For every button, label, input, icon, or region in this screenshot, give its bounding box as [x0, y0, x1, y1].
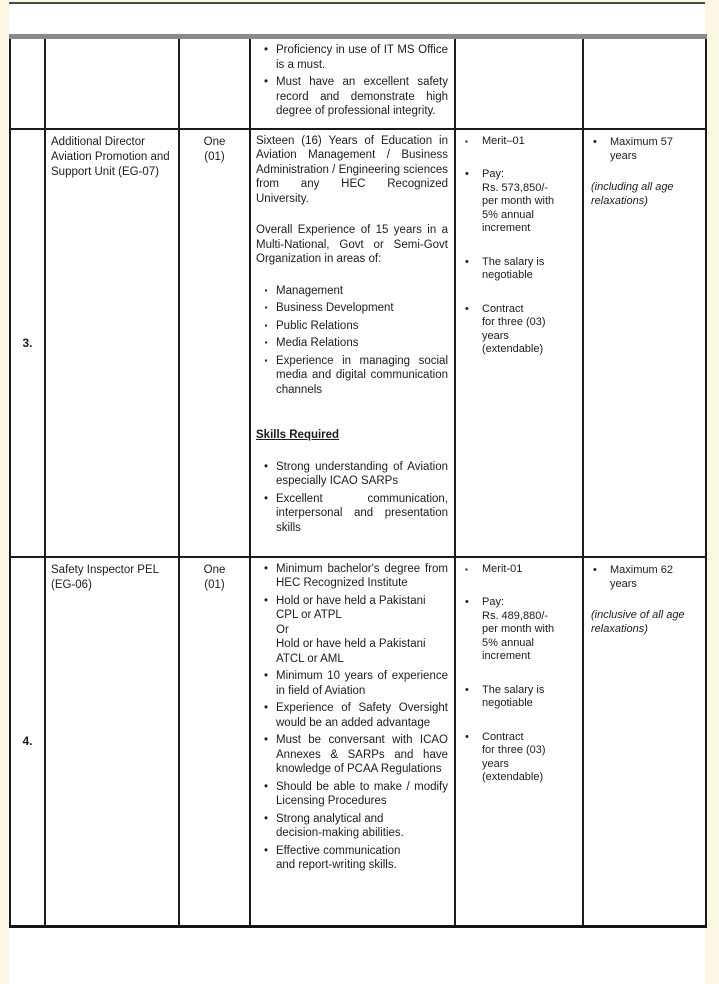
bullet-text-line: Hold or have held a Pakistani ATCL or AML	[276, 638, 426, 665]
bullet-item	[256, 733, 448, 777]
quota-pay-content	[456, 39, 582, 48]
posts-count	[180, 558, 249, 597]
round-bullet-icon: •	[465, 596, 469, 608]
bullet-item	[256, 701, 448, 730]
bullet-item	[256, 75, 448, 119]
bullet-text	[276, 594, 448, 667]
serial-cell	[10, 37, 45, 129]
blank-line-gap	[463, 239, 578, 256]
bullet-item	[463, 563, 578, 577]
serial-number: 3.	[22, 335, 33, 350]
bullet-text: Must be conversant with ICAO Annexes & SARPs and have knowledge of PCAA Regulations	[276, 734, 448, 775]
round-bullet-icon: •	[263, 76, 269, 88]
bullet-text	[482, 168, 578, 236]
serial-cell	[10, 129, 45, 557]
blank-line-gap	[463, 579, 578, 596]
job-row	[10, 37, 706, 129]
round-bullet-icon: •	[263, 460, 269, 473]
bullet-text-line: Contract	[482, 302, 524, 315]
bullet-item	[463, 168, 578, 236]
bullet-item	[256, 812, 448, 841]
blank-line-gap	[591, 594, 700, 608]
bullet-text: The salary is negotiable	[482, 255, 545, 281]
job-row	[10, 129, 706, 557]
posts-count-line: (01)	[204, 578, 225, 591]
posts-count-cell	[179, 129, 250, 557]
blank-line-gap	[256, 414, 448, 428]
round-bullet-icon: •	[593, 563, 597, 576]
bullet-item	[256, 562, 448, 591]
age-limit-content	[584, 130, 705, 215]
bullet-text: Should be able to make / modify Licensing Procedures	[276, 780, 448, 807]
round-bullet-icon: •	[263, 812, 269, 825]
bullet-item	[256, 319, 448, 334]
round-bullet-icon: •	[263, 562, 269, 575]
bullet-item	[463, 684, 578, 711]
quota-pay-cell	[455, 129, 583, 557]
age-limit-cell	[583, 557, 706, 927]
bullet-text-line: per month with	[482, 195, 555, 207]
bullet-text-line: years	[482, 329, 509, 342]
bullet-text: Excellent communication, interpersonal and presentation skills	[276, 492, 448, 534]
bullet-text: Experience in managing social media and digital communication channels	[276, 354, 448, 396]
job-row	[10, 557, 706, 927]
position-title: Additional Director Aviation Promotion and Support Unit (EG-07)	[51, 135, 170, 178]
serial-number: 4.	[22, 734, 33, 749]
round-bullet-icon: •	[263, 702, 269, 714]
bullet-text: Experience of Safety Oversight would be an added advantage	[276, 702, 448, 729]
paragraph: Sixteen (16) Years of Education in Aviation Management / Business Administration / Engineering sciences from any HEC Recognized University.	[256, 134, 448, 205]
quota-pay-content	[456, 558, 582, 792]
bullet-item	[256, 780, 448, 809]
position-cell	[45, 557, 179, 927]
posts-count-cell	[179, 37, 250, 129]
qualification-content	[251, 558, 454, 880]
bullet-text-line: years	[482, 757, 509, 770]
jobs-table	[9, 34, 707, 928]
round-bullet-icon: •	[263, 734, 269, 746]
bullet-item	[256, 354, 448, 398]
section-heading: Skills Required	[256, 429, 340, 441]
bullet-text: Merit–01	[482, 134, 525, 147]
blank-line-gap	[463, 667, 578, 684]
bullet-item	[463, 596, 578, 664]
bullet-item	[256, 301, 448, 316]
bullet-text-line: increment	[482, 222, 531, 234]
bullet-text-line: 5% annual	[482, 208, 534, 221]
bullet-item	[463, 135, 578, 149]
bullet-text: The salary is negotiable	[482, 683, 545, 709]
qualification-cell	[250, 557, 455, 927]
bullet-text-line: increment	[482, 650, 531, 662]
posts-count-line: One	[203, 563, 226, 576]
bullet-text	[276, 812, 448, 841]
bullet-text-line: (extendable)	[482, 343, 544, 355]
bullet-text: Media Relations	[276, 337, 359, 349]
square-bullet-icon: ▪	[264, 338, 268, 347]
blank-line-gap	[591, 166, 700, 180]
quota-pay-cell	[455, 37, 583, 129]
bullet-item	[256, 594, 448, 667]
bullet-text-line: Rs. 489,880/-	[482, 609, 549, 622]
bullet-text-line: Or	[276, 623, 289, 636]
square-bullet-icon: ▪	[465, 136, 468, 146]
round-bullet-icon: •	[263, 492, 269, 505]
bullet-text: Management	[276, 284, 344, 297]
bullet-item	[591, 135, 700, 163]
round-bullet-icon: •	[263, 780, 269, 793]
bullet-text-line: Rs. 573,850/-	[482, 181, 549, 194]
bullet-text-line: decision-making abilities.	[276, 827, 404, 839]
round-bullet-icon: •	[263, 44, 269, 56]
posts-count	[180, 39, 249, 48]
square-bullet-icon: ▪	[264, 320, 268, 330]
bullet-text: Business Development	[276, 302, 394, 314]
blank-line-gap	[463, 286, 578, 303]
round-bullet-icon: •	[465, 730, 469, 743]
bullet-text-line: and report-writing skills.	[276, 859, 397, 871]
bullet-text-line: Hold or have held a Pakistani CPL or ATPL	[276, 594, 426, 621]
posts-count-cell	[179, 557, 250, 927]
bullet-text: Strong understanding of Aviation especially ICAO SARPs	[276, 460, 448, 487]
round-bullet-icon: •	[263, 594, 269, 607]
blank-line-gap	[256, 400, 448, 414]
blank-line-gap	[256, 446, 448, 460]
bullet-text: Proficiency in use of IT MS Office is a must.	[276, 44, 448, 71]
round-bullet-icon: •	[465, 683, 469, 696]
round-bullet-icon: •	[465, 302, 469, 315]
bullet-text-line: Strong analytical and	[276, 812, 384, 825]
round-bullet-icon: •	[263, 670, 269, 682]
bullet-item	[463, 731, 578, 785]
bullet-text	[482, 303, 578, 357]
qualification-cell	[250, 129, 455, 557]
bullet-text: Merit-01	[482, 562, 523, 575]
blank-line-gap	[463, 151, 578, 168]
age-limit-content	[584, 558, 705, 643]
bullet-text-line: 5% annual	[482, 636, 534, 649]
position-cell	[45, 37, 179, 129]
bullet-text-line: Pay:	[482, 168, 505, 180]
age-limit-cell	[583, 129, 706, 557]
paragraph: Overall Experience of 15 years in a Multi-National, Govt or Semi-Govt Organization in areas of:	[256, 224, 448, 265]
position-cell	[45, 129, 179, 557]
bullet-text-line: for three (03)	[482, 744, 546, 756]
bullet-item	[256, 844, 448, 873]
bullet-item	[256, 336, 448, 351]
quota-pay-content	[456, 130, 582, 364]
bullet-text	[276, 844, 448, 873]
bullet-item	[463, 303, 578, 357]
qualification-cell	[250, 37, 455, 129]
italic-note: (including all age relaxations)	[591, 180, 674, 207]
posts-count-line: (01)	[204, 150, 225, 163]
bullet-text: Public Relations	[276, 319, 359, 332]
bullet-text: Maximum 57 years	[610, 135, 673, 162]
serial-cell	[10, 557, 45, 927]
bullet-text: Minimum 10 years of experience in field of Aviation	[276, 670, 448, 697]
bullet-item	[256, 492, 448, 536]
square-bullet-icon: ▪	[264, 285, 268, 295]
jobs-table-body	[10, 37, 706, 927]
round-bullet-icon: •	[263, 844, 269, 857]
bullet-text	[482, 596, 578, 664]
round-bullet-icon: •	[465, 255, 469, 268]
bullet-item	[256, 284, 448, 299]
square-bullet-icon: ▪	[264, 303, 268, 312]
position-title	[46, 39, 178, 49]
square-bullet-icon: ▪	[264, 355, 268, 365]
bullet-text-line: Effective communication	[276, 844, 401, 857]
age-limit-content	[584, 39, 705, 48]
square-bullet-icon: ▪	[465, 564, 468, 574]
position-title: Safety Inspector PEL (EG-06)	[51, 563, 159, 591]
blank-line-gap	[463, 714, 578, 731]
italic-note: (inclusive of all age relaxations)	[591, 608, 685, 635]
bullet-text-line: for three (03)	[482, 316, 546, 328]
bullet-text: Minimum bachelor's degree from HEC Recognized Institute	[276, 562, 448, 589]
posts-count-line: One	[203, 135, 226, 148]
bullet-text-line: Contract	[482, 730, 524, 743]
round-bullet-icon: •	[465, 168, 469, 180]
bullet-text-line: (extendable)	[482, 771, 544, 783]
bullet-text	[482, 731, 578, 785]
bullet-text: Maximum 62 years	[610, 563, 673, 590]
blank-line-gap	[256, 209, 448, 223]
age-limit-cell	[583, 37, 706, 129]
blank-line-gap	[256, 270, 448, 284]
qualification-content	[251, 130, 454, 543]
round-bullet-icon: •	[593, 135, 597, 148]
bullet-item	[256, 43, 448, 72]
bullet-item	[256, 460, 448, 489]
bullet-text-line: per month with	[482, 623, 555, 635]
bullet-text-line: Pay:	[482, 596, 505, 608]
bullet-item	[591, 563, 700, 591]
bullet-item	[256, 669, 448, 698]
quota-pay-cell	[455, 557, 583, 927]
posts-count	[180, 130, 249, 169]
qualification-content	[251, 39, 454, 126]
bullet-item	[463, 256, 578, 283]
bullet-text: Must have an excellent safety record and demonstrate high degree of professional integrity.	[276, 76, 448, 117]
